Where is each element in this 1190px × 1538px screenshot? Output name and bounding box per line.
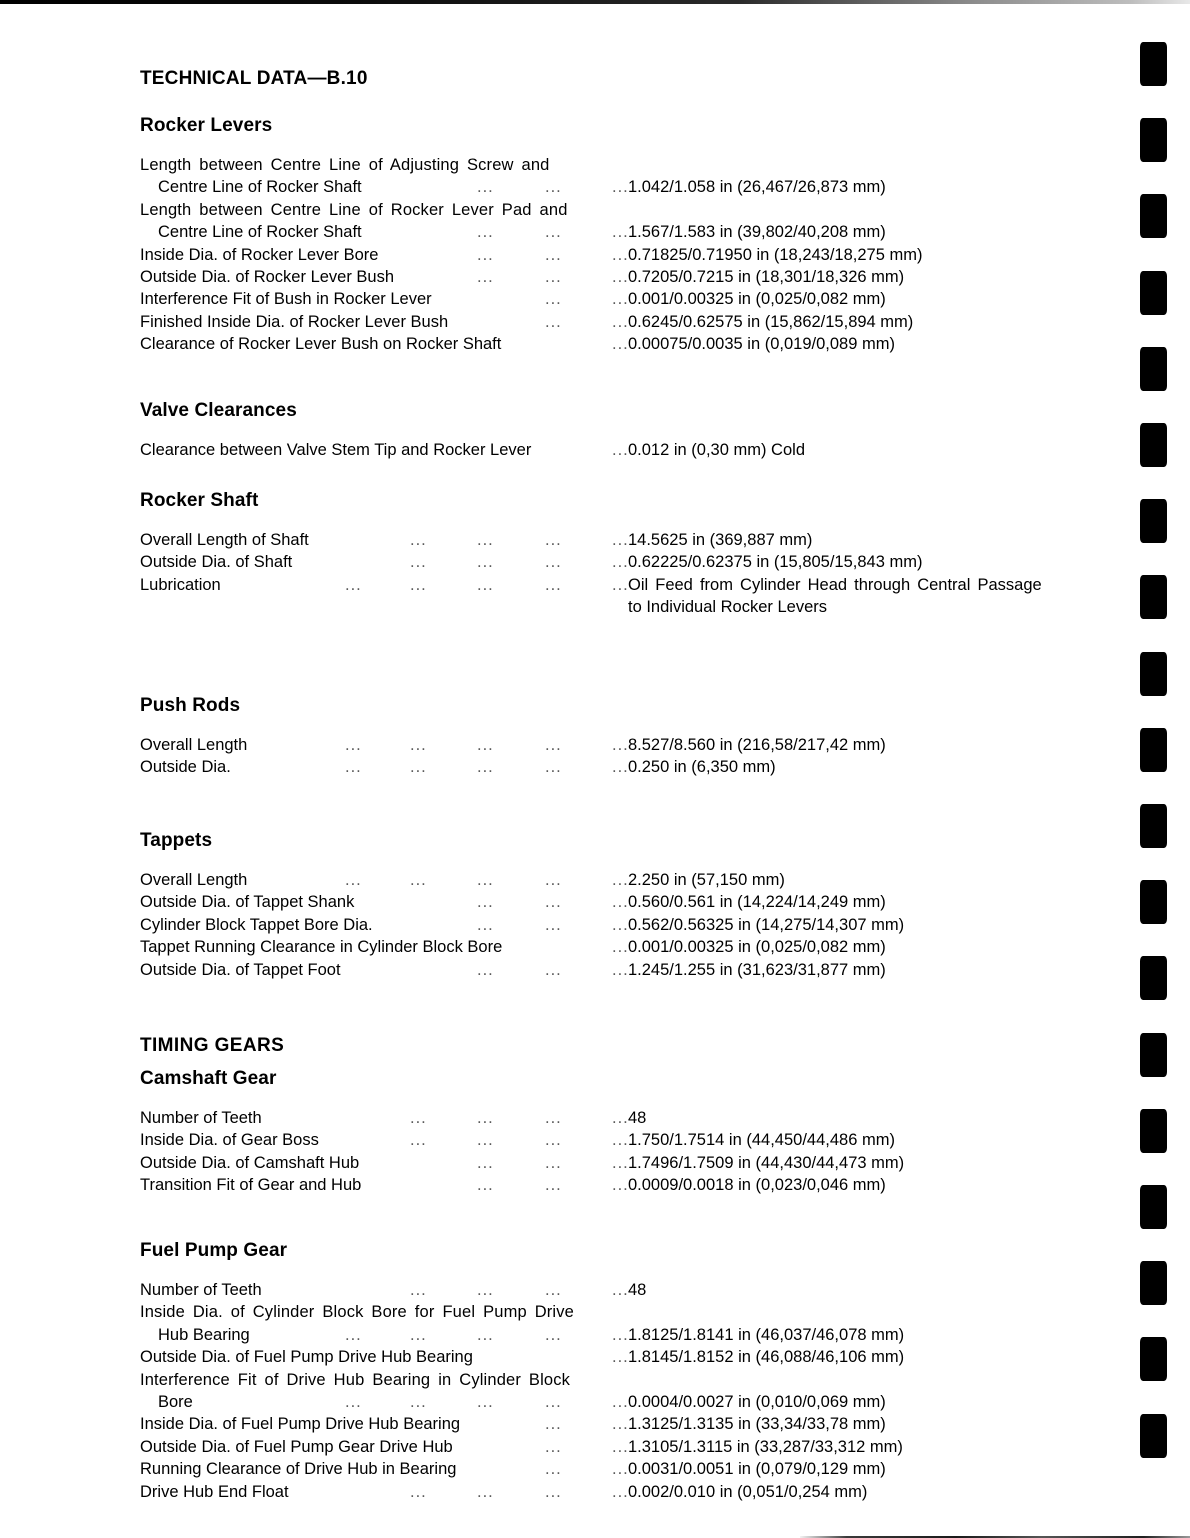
leader-dots: ... bbox=[545, 1392, 562, 1411]
leader-dots: ... bbox=[612, 915, 629, 934]
leader-dots: ... bbox=[612, 575, 629, 594]
spec-label: Inside Dia. of Gear Boss bbox=[140, 1131, 319, 1150]
spec-label-continuation: Bore bbox=[158, 1392, 193, 1411]
leader-dots: ... bbox=[477, 223, 494, 242]
leader-dots: ... bbox=[410, 1482, 427, 1501]
spec-row bbox=[140, 1369, 1100, 1391]
spec-label: Outside Dia. of Rocker Lever Bush bbox=[140, 267, 395, 286]
spec-label-continuation: Centre Line of Rocker Shaft bbox=[158, 223, 362, 242]
spec-row bbox=[140, 959, 1100, 981]
spec-row-group bbox=[140, 1107, 1100, 1197]
leader-dots: ... bbox=[477, 1109, 494, 1127]
spec-label: Overall Length bbox=[140, 871, 248, 889]
leader-dots: ... bbox=[545, 1109, 562, 1127]
leader-dots: ... bbox=[545, 1281, 562, 1299]
spec-row bbox=[140, 1458, 1100, 1480]
spec-row bbox=[140, 333, 1100, 355]
data-section bbox=[140, 1068, 1100, 1197]
spec-value: 1.3125/1.3135 in (33,34/33,78 mm) bbox=[628, 1415, 886, 1434]
spec-label-continuation: Hub Bearing bbox=[158, 1325, 250, 1344]
leader-dots: ... bbox=[612, 1325, 629, 1344]
leader-dots: ... bbox=[612, 441, 629, 459]
leader-dots: ... bbox=[545, 915, 562, 934]
leader-dots: ... bbox=[477, 1176, 494, 1195]
leader-dots: ... bbox=[545, 871, 562, 889]
spec-value: 1.3105/1.3115 in (33,287/33,312 mm) bbox=[628, 1437, 903, 1456]
leader-dots: ... bbox=[477, 1482, 494, 1501]
leader-dots: ... bbox=[612, 1153, 629, 1172]
spec-value: 1.245/1.255 in (31,623/31,877 mm) bbox=[628, 960, 886, 979]
thumb-index-tab bbox=[1140, 1337, 1167, 1381]
spec-value: 0.0031/0.0051 in (0,079/0,129 mm) bbox=[628, 1460, 886, 1479]
spec-row-group bbox=[140, 1279, 1100, 1503]
spec-row-group bbox=[140, 439, 1100, 461]
spec-label: Outside Dia. of Fuel Pump Gear Drive Hub bbox=[140, 1437, 453, 1456]
spec-label: Outside Dia. of Camshaft Hub bbox=[140, 1153, 360, 1172]
leader-dots: ... bbox=[545, 267, 562, 286]
spec-row-group bbox=[140, 869, 1100, 981]
spec-row bbox=[140, 1413, 1100, 1435]
leader-dots: ... bbox=[477, 1281, 494, 1299]
leader-dots: ... bbox=[545, 245, 562, 264]
spec-row bbox=[140, 529, 1100, 551]
thumb-index-tab bbox=[1140, 1185, 1167, 1229]
leader-dots: ... bbox=[612, 1392, 629, 1411]
leader-dots: ... bbox=[545, 1176, 562, 1195]
leader-dots: ... bbox=[612, 1460, 629, 1479]
leader-dots: ... bbox=[477, 758, 494, 777]
leader-dots: ... bbox=[545, 736, 562, 754]
leader-dots: ... bbox=[612, 1348, 629, 1367]
spec-label: Finished Inside Dia. of Rocker Lever Bush bbox=[140, 312, 449, 331]
leader-dots: ... bbox=[545, 758, 562, 777]
spec-label: Overall Length of Shaft bbox=[140, 531, 309, 549]
spec-row bbox=[140, 439, 1100, 461]
leader-dots: ... bbox=[477, 553, 494, 572]
section-heading: Tappets bbox=[140, 830, 213, 851]
thumb-index-tab bbox=[1140, 575, 1167, 619]
scan-edge-top bbox=[0, 0, 1190, 4]
spec-row bbox=[140, 936, 1100, 958]
data-section bbox=[140, 830, 1100, 981]
spec-row bbox=[140, 1391, 1100, 1413]
spec-value: 0.62225/0.62375 in (15,805/15,843 mm) bbox=[628, 553, 923, 572]
thumb-index-tab bbox=[1140, 118, 1167, 162]
leader-dots: ... bbox=[345, 575, 362, 594]
dot-leaders bbox=[140, 1391, 629, 1413]
spec-value-continuation: to Individual Rocker Levers bbox=[628, 598, 828, 617]
spec-value: 0.560/0.561 in (14,224/14,249 mm) bbox=[628, 893, 886, 912]
spec-row-group bbox=[140, 154, 1100, 356]
leader-dots: ... bbox=[612, 312, 629, 331]
spec-label: Inside Dia. of Cylinder Block Bore for Fuel Pump Drive bbox=[140, 1303, 574, 1322]
spec-label: Outside Dia. of Tappet Foot bbox=[140, 960, 341, 979]
spec-label: Transition Fit of Gear and Hub bbox=[140, 1176, 362, 1195]
spec-label: Running Clearance of Drive Hub in Bearing bbox=[140, 1460, 457, 1479]
spec-row bbox=[140, 1346, 1100, 1368]
spec-row bbox=[140, 756, 1100, 778]
leader-dots: ... bbox=[612, 1131, 629, 1150]
spec-row bbox=[140, 596, 1100, 618]
spec-label: Inside Dia. of Rocker Lever Bore bbox=[140, 245, 379, 264]
leader-dots: ... bbox=[410, 871, 427, 889]
thumb-index-tab bbox=[1140, 1414, 1167, 1458]
spec-row bbox=[140, 221, 1100, 243]
spec-row bbox=[140, 1324, 1100, 1346]
spec-label-continuation: Centre Line of Rocker Shaft bbox=[158, 178, 362, 197]
leader-dots: ... bbox=[545, 531, 562, 549]
thumb-index-tab bbox=[1140, 423, 1167, 467]
thumb-index-tab bbox=[1140, 347, 1167, 391]
spec-value: 14.5625 in (369,887 mm) bbox=[628, 531, 813, 549]
section-heading: Rocker Shaft bbox=[140, 490, 259, 511]
spec-label: Outside Dia. of Tappet Shank bbox=[140, 893, 355, 912]
leader-dots: ... bbox=[345, 1325, 362, 1344]
spec-row bbox=[140, 1174, 1100, 1196]
thumb-index-tab bbox=[1140, 42, 1167, 86]
spec-value: 0.71825/0.71950 in (18,243/18,275 mm) bbox=[628, 245, 923, 264]
leader-dots: ... bbox=[477, 1392, 494, 1411]
thumb-index-tab bbox=[1140, 652, 1167, 696]
spec-row-group bbox=[140, 529, 1100, 619]
spec-value: 48 bbox=[628, 1109, 647, 1127]
spec-row bbox=[140, 551, 1100, 573]
leader-dots: ... bbox=[545, 575, 562, 594]
spec-label: Interference Fit of Drive Hub Bearing in Cylinder Block bbox=[140, 1370, 571, 1389]
spec-row bbox=[140, 914, 1100, 936]
section-heading: Valve Clearances bbox=[140, 400, 297, 421]
spec-value: 1.8125/1.8141 in (46,037/46,078 mm) bbox=[628, 1325, 905, 1344]
leader-dots: ... bbox=[410, 1325, 427, 1344]
leader-dots: ... bbox=[612, 223, 629, 242]
leader-dots: ... bbox=[545, 312, 562, 331]
spec-value: 48 bbox=[628, 1281, 647, 1299]
leader-dots: ... bbox=[477, 1131, 494, 1150]
thumb-index-tab bbox=[1140, 271, 1167, 315]
spec-value: 2.250 in (57,150 mm) bbox=[628, 871, 785, 889]
spec-row bbox=[140, 176, 1100, 198]
leader-dots: ... bbox=[612, 245, 629, 264]
spec-value: 0.250 in (6,350 mm) bbox=[628, 758, 776, 777]
leader-dots: ... bbox=[612, 871, 629, 889]
leader-dots: ... bbox=[545, 893, 562, 912]
spec-label: Clearance of Rocker Lever Bush on Rocker Shaft bbox=[140, 335, 502, 354]
spec-row bbox=[140, 1436, 1100, 1458]
leader-dots: ... bbox=[545, 1460, 562, 1479]
leader-dots: ... bbox=[612, 335, 629, 354]
spec-row bbox=[140, 1301, 1100, 1323]
section-heading: Push Rods bbox=[140, 695, 241, 716]
leader-dots: ... bbox=[612, 938, 629, 957]
spec-label: Outside Dia. bbox=[140, 758, 231, 777]
leader-dots: ... bbox=[545, 1325, 562, 1344]
leader-dots: ... bbox=[410, 1109, 427, 1127]
spec-row bbox=[140, 244, 1100, 266]
spec-row bbox=[140, 574, 1100, 596]
spec-label: Length between Centre Line of Rocker Lever Pad and bbox=[140, 200, 568, 219]
spec-label: Cylinder Block Tappet Bore Dia. bbox=[140, 915, 373, 934]
spec-row bbox=[140, 311, 1100, 333]
data-section bbox=[140, 400, 1100, 461]
spec-value: 1.7496/1.7509 in (44,430/44,473 mm) bbox=[628, 1153, 905, 1172]
spec-row bbox=[140, 1107, 1100, 1129]
leader-dots: ... bbox=[345, 758, 362, 777]
leader-dots: ... bbox=[477, 1153, 494, 1172]
section-heading: Camshaft Gear bbox=[140, 1068, 277, 1089]
leader-dots: ... bbox=[612, 267, 629, 286]
leader-dots: ... bbox=[545, 1437, 562, 1456]
spec-row bbox=[140, 288, 1100, 310]
thumb-index-tab bbox=[1140, 1109, 1167, 1153]
thumb-index-tab bbox=[1140, 728, 1167, 772]
leader-dots: ... bbox=[612, 290, 629, 309]
leader-dots: ... bbox=[545, 1153, 562, 1172]
thumb-index-tab bbox=[1140, 1261, 1167, 1305]
leader-dots: ... bbox=[612, 1415, 629, 1434]
spec-value: 1.750/1.7514 in (44,450/44,486 mm) bbox=[628, 1131, 895, 1150]
data-section bbox=[140, 490, 1100, 619]
section-heading: TIMING GEARS bbox=[140, 1035, 285, 1056]
leader-dots: ... bbox=[477, 736, 494, 754]
spec-value: 0.7205/0.7215 in (18,301/18,326 mm) bbox=[628, 267, 905, 286]
thumb-index-tab bbox=[1140, 880, 1167, 924]
spec-value: 0.0009/0.0018 in (0,023/0,046 mm) bbox=[628, 1176, 886, 1195]
spec-value: 0.562/0.56325 in (14,275/14,307 mm) bbox=[628, 915, 905, 934]
spec-value: 1.567/1.583 in (39,802/40,208 mm) bbox=[628, 223, 886, 242]
leader-dots: ... bbox=[345, 1392, 362, 1411]
spec-label: Clearance between Valve Stem Tip and Rocker Lever bbox=[140, 441, 532, 459]
leader-dots: ... bbox=[477, 245, 494, 264]
thumb-index-tab bbox=[1140, 956, 1167, 1000]
leader-dots: ... bbox=[477, 871, 494, 889]
leader-dots: ... bbox=[477, 575, 494, 594]
spec-label: Tappet Running Clearance in Cylinder Block Bore bbox=[140, 938, 503, 957]
leader-dots: ... bbox=[477, 267, 494, 286]
thumb-index-tab bbox=[1140, 194, 1167, 238]
spec-value: 0.001/0.00325 in (0,025/0,082 mm) bbox=[628, 938, 886, 957]
data-section bbox=[140, 1035, 1100, 1057]
spec-row bbox=[140, 1129, 1100, 1151]
leader-dots: ... bbox=[612, 1176, 629, 1195]
spec-value: 0.6245/0.62575 in (15,862/15,894 mm) bbox=[628, 312, 914, 331]
leader-dots: ... bbox=[477, 915, 494, 934]
spec-row bbox=[140, 266, 1100, 288]
data-section bbox=[140, 695, 1100, 779]
leader-dots: ... bbox=[612, 1482, 629, 1501]
leader-dots: ... bbox=[477, 1325, 494, 1344]
spec-value: 8.527/8.560 in (216,58/217,42 mm) bbox=[628, 736, 886, 754]
spec-label: Lubrication bbox=[140, 575, 221, 594]
spec-value: 0.00075/0.0035 in (0,019/0,089 mm) bbox=[628, 335, 895, 354]
leader-dots: ... bbox=[410, 531, 427, 549]
spec-row bbox=[140, 869, 1100, 891]
spec-row bbox=[140, 1481, 1100, 1503]
leader-dots: ... bbox=[612, 1281, 629, 1299]
leader-dots: ... bbox=[345, 736, 362, 754]
data-section bbox=[140, 115, 1100, 356]
leader-dots: ... bbox=[612, 960, 629, 979]
leader-dots: ... bbox=[410, 553, 427, 572]
spec-row bbox=[140, 199, 1100, 221]
thumb-index-tab bbox=[1140, 804, 1167, 848]
leader-dots: ... bbox=[410, 1131, 427, 1150]
leader-dots: ... bbox=[545, 1131, 562, 1150]
leader-dots: ... bbox=[612, 531, 629, 549]
spec-label: Number of Teeth bbox=[140, 1109, 262, 1127]
spec-label: Overall Length bbox=[140, 736, 248, 754]
leader-dots: ... bbox=[545, 223, 562, 242]
leader-dots: ... bbox=[612, 553, 629, 572]
spec-label: Drive Hub End Float bbox=[140, 1482, 289, 1501]
leader-dots: ... bbox=[545, 1415, 562, 1434]
leader-dots: ... bbox=[545, 178, 562, 197]
leader-dots: ... bbox=[612, 1437, 629, 1456]
leader-dots: ... bbox=[410, 1392, 427, 1411]
spec-row-group bbox=[140, 734, 1100, 779]
leader-dots: ... bbox=[545, 960, 562, 979]
thumb-index-tab bbox=[1140, 499, 1167, 543]
spec-row bbox=[140, 1152, 1100, 1174]
thumb-index-tab bbox=[1140, 1033, 1167, 1077]
thumb-index-tab-strip bbox=[1128, 0, 1190, 1538]
spec-label: Length between Centre Line of Adjusting Screw and bbox=[140, 156, 550, 174]
leader-dots: ... bbox=[545, 290, 562, 309]
page-title: TECHNICAL DATA—B.10 bbox=[140, 68, 368, 89]
spec-row bbox=[140, 734, 1100, 756]
leader-dots: ... bbox=[410, 1281, 427, 1299]
leader-dots: ... bbox=[477, 531, 494, 549]
spec-label: Outside Dia. of Shaft bbox=[140, 553, 293, 572]
spec-value: 1.042/1.058 in (26,467/26,873 mm) bbox=[628, 178, 886, 197]
spec-label: Number of Teeth bbox=[140, 1281, 262, 1299]
leader-dots: ... bbox=[545, 1482, 562, 1501]
spec-label: Inside Dia. of Fuel Pump Drive Hub Bearing bbox=[140, 1415, 461, 1434]
leader-dots: ... bbox=[612, 758, 629, 777]
spec-label: Interference Fit of Bush in Rocker Lever bbox=[140, 290, 432, 309]
leader-dots: ... bbox=[410, 758, 427, 777]
spec-row bbox=[140, 1279, 1100, 1301]
leader-dots: ... bbox=[612, 1109, 629, 1127]
leader-dots: ... bbox=[345, 871, 362, 889]
spec-value: 0.0004/0.0027 in (0,010/0,069 mm) bbox=[628, 1392, 886, 1411]
spec-value: 0.001/0.00325 in (0,025/0,082 mm) bbox=[628, 290, 886, 309]
leader-dots: ... bbox=[477, 893, 494, 912]
leader-dots: ... bbox=[410, 736, 427, 754]
spec-label: Outside Dia. of Fuel Pump Drive Hub Bearing bbox=[140, 1348, 473, 1367]
spec-value: 0.002/0.010 in (0,051/0,254 mm) bbox=[628, 1482, 868, 1501]
leader-dots: ... bbox=[612, 893, 629, 912]
leader-dots: ... bbox=[410, 575, 427, 594]
spec-row bbox=[140, 154, 1100, 176]
data-section bbox=[140, 1240, 1100, 1503]
leader-dots: ... bbox=[612, 736, 629, 754]
leader-dots: ... bbox=[477, 960, 494, 979]
leader-dots: ... bbox=[612, 178, 629, 197]
spec-value: 1.8145/1.8152 in (46,088/46,106 mm) bbox=[628, 1348, 905, 1367]
spec-value: Oil Feed from Cylinder Head through Central Passage bbox=[628, 575, 1042, 594]
leader-dots: ... bbox=[477, 178, 494, 197]
spec-value: 0.012 in (0,30 mm) Cold bbox=[628, 441, 805, 459]
section-heading: Rocker Levers bbox=[140, 115, 273, 136]
leader-dots: ... bbox=[545, 553, 562, 572]
spec-row bbox=[140, 891, 1100, 913]
section-heading: Fuel Pump Gear bbox=[140, 1240, 288, 1261]
